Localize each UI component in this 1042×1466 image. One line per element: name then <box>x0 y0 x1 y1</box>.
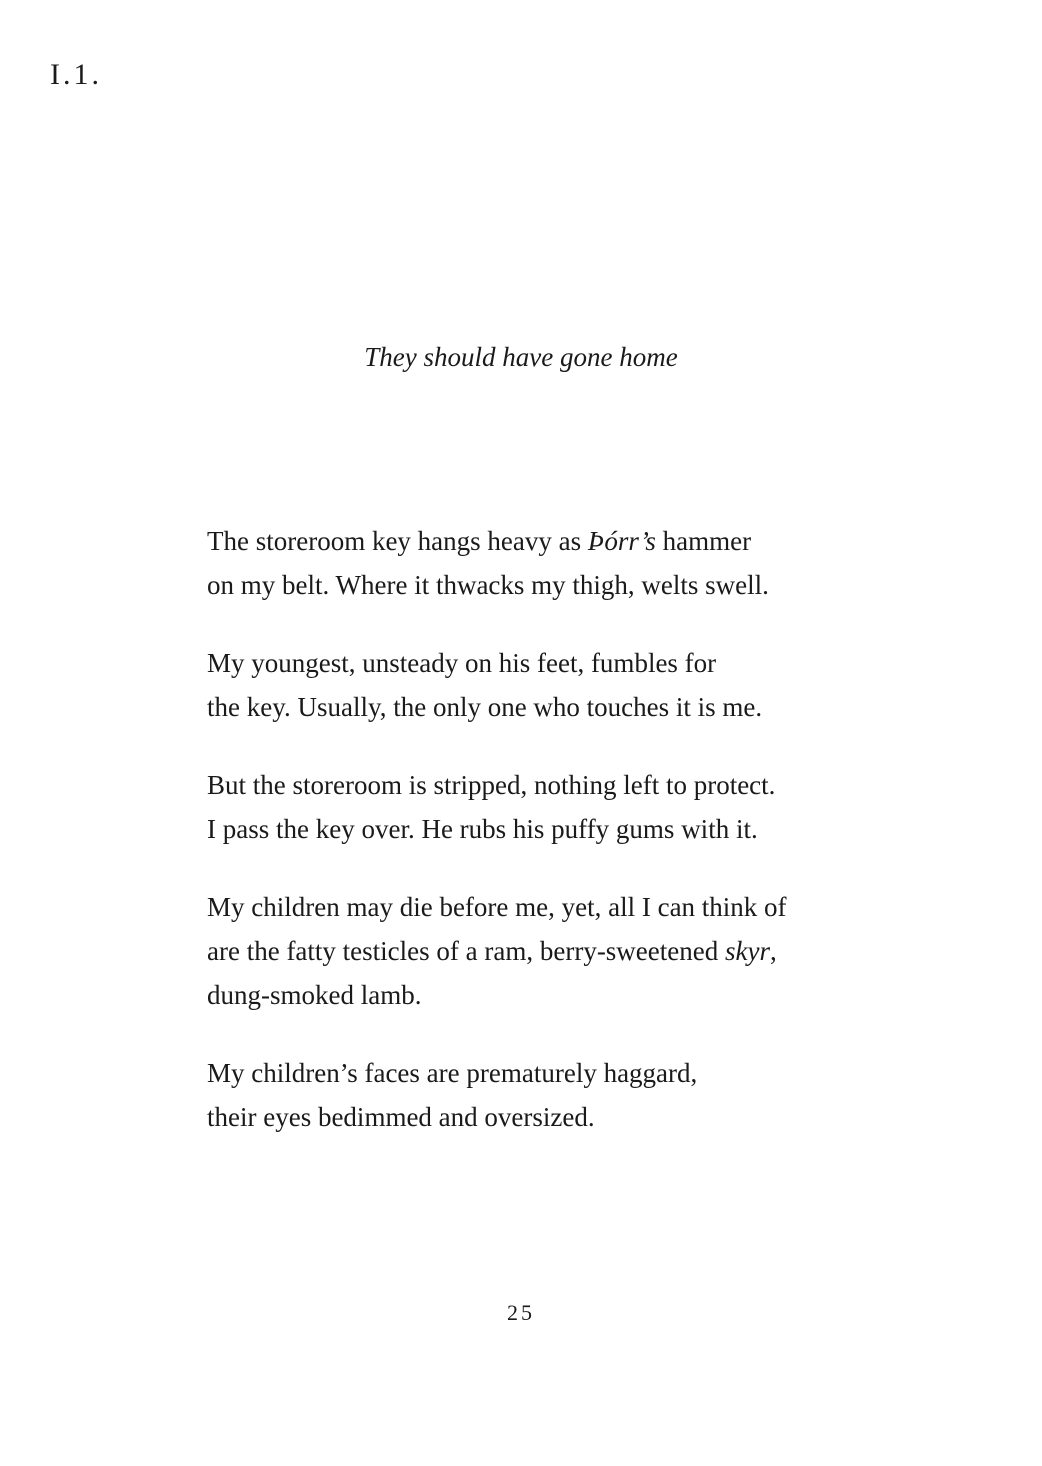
poem-line <box>207 563 867 607</box>
stanza <box>207 641 867 729</box>
line-text: But the storeroom is stripped, nothing left to protect. <box>207 770 776 800</box>
line-text: on my belt. Where it thwacks my thigh, welts swell. <box>207 570 769 600</box>
poem-line <box>207 685 867 729</box>
stanza <box>207 519 867 607</box>
page-number: 25 <box>507 1300 535 1325</box>
line-text: My children’s faces are prematurely haggard, <box>207 1058 698 1088</box>
poem-line <box>207 973 867 1017</box>
line-text: the key. Usually, the only one who touches it is me. <box>207 692 763 722</box>
stanza <box>207 885 867 1017</box>
poem-line <box>207 1051 867 1095</box>
line-text: are the fatty testicles of a ram, berry-sweetened <box>207 936 725 966</box>
line-text: , <box>769 936 777 966</box>
poem-line <box>207 885 867 929</box>
line-text: dung-smoked lamb. <box>207 980 422 1010</box>
line-text: The storeroom key hangs heavy as <box>207 526 588 556</box>
poem-line <box>207 763 867 807</box>
poem-line <box>207 1095 867 1139</box>
section-number: I.1. <box>50 58 102 91</box>
poem-line <box>207 807 867 851</box>
poem-line <box>207 929 867 973</box>
line-text: hammer <box>655 526 752 556</box>
line-text: My youngest, unsteady on his feet, fumbles for <box>207 648 717 678</box>
line-text: I pass the key over. He rubs his puffy gums with it. <box>207 814 758 844</box>
poem-line <box>207 519 867 563</box>
poem-line <box>207 641 867 685</box>
italic-word: Þórr’s <box>587 526 656 556</box>
line-text: their eyes bedimmed and oversized. <box>207 1102 595 1132</box>
stanza <box>207 1051 867 1139</box>
italic-word: skyr <box>725 936 770 966</box>
poem-body <box>207 519 867 1173</box>
poem-title: They should have gone home <box>364 342 678 372</box>
stanza <box>207 763 867 851</box>
line-text: My children may die before me, yet, all I can think of <box>207 892 787 922</box>
